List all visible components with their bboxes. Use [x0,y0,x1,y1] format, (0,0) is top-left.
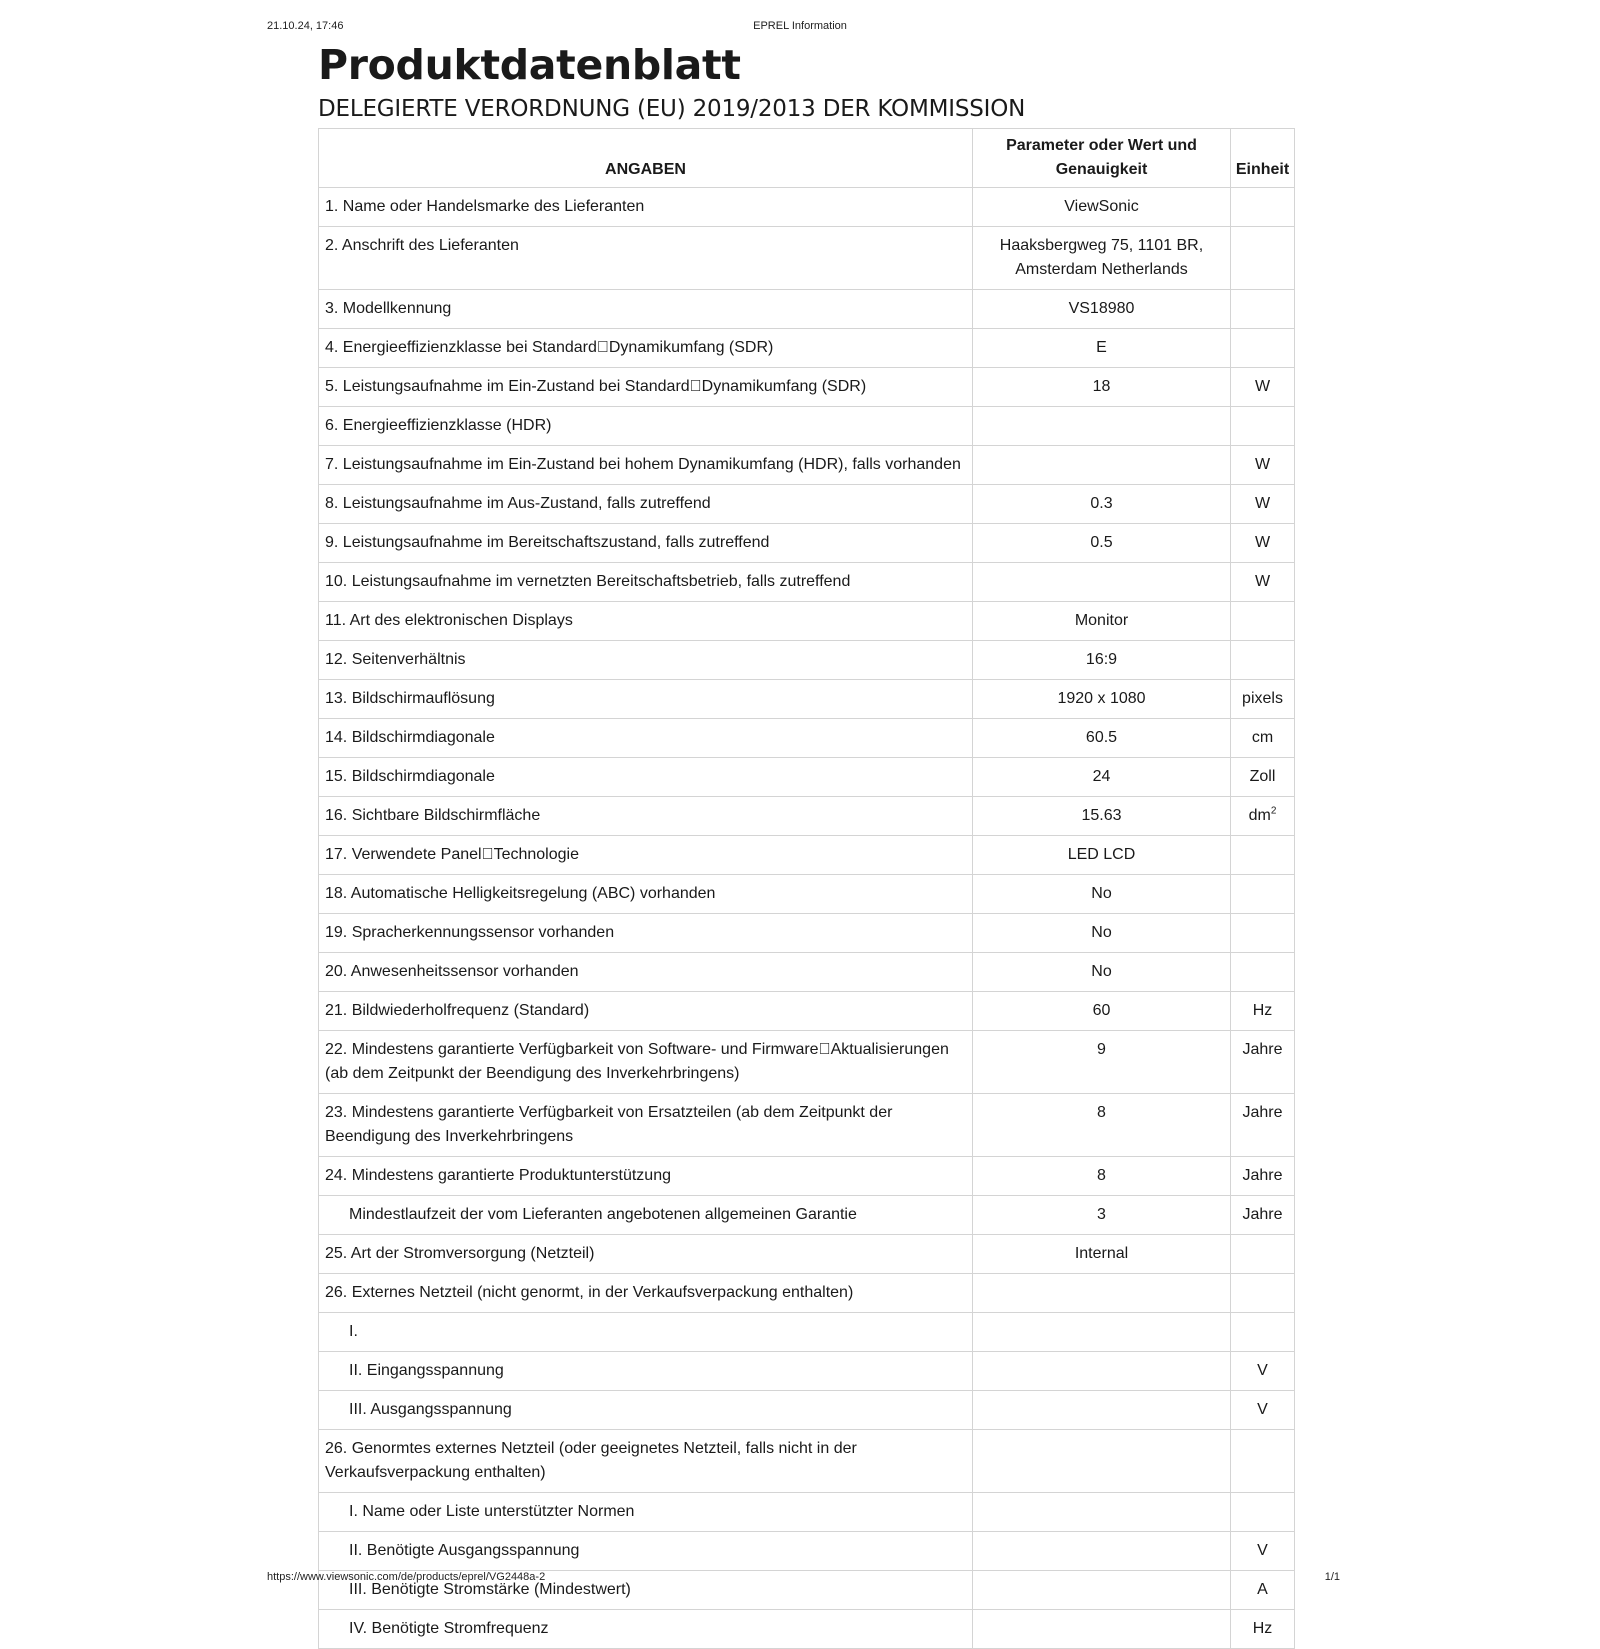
row-unit [1231,1157,1295,1196]
unit-text: Jahre [1242,1104,1283,1121]
row-label: 1. Name oder Handelsmarke des Lieferanten [319,188,973,227]
row-value: VS18980 [973,290,1231,329]
table-row [319,446,1295,485]
row-label: 14. Bildschirmdiagonale [319,719,973,758]
page-title: Produktdatenblatt [318,41,741,89]
table-row [319,368,1295,407]
row-label: Mindestlaufzeit der vom Lieferanten angebotenen allgemeinen Garantie [319,1196,973,1235]
row-value: Monitor [973,602,1231,641]
row-label: I. Name oder Liste unterstützter Normen [319,1493,973,1532]
row-label: 20. Anwesenheitssensor vorhanden [319,953,973,992]
table-row [319,992,1295,1031]
row-label: IV. Benötigte Stromfrequenz [319,1610,973,1649]
table-row [319,1196,1295,1235]
table-row [319,1493,1295,1532]
row-value: 0.3 [973,485,1231,524]
table-row [319,227,1295,290]
row-label: 11. Art des elektronischen Displays [319,602,973,641]
unit-text: W [1254,573,1271,590]
table-row [319,1391,1295,1430]
row-label: 17. Verwendete Panel Technologie [319,836,973,875]
table-row [319,290,1295,329]
row-value: 60.5 [973,719,1231,758]
header-parameter: Parameter oder Wert und Genauigkeit [973,129,1231,188]
row-unit [1231,1196,1295,1235]
table-row [319,1031,1295,1094]
row-unit [1231,1313,1295,1352]
unit-text: Jahre [1242,1167,1283,1184]
table-row [319,680,1295,719]
row-unit [1231,524,1295,563]
row-label: III. Ausgangsspannung [319,1391,973,1430]
row-value: 0.5 [973,524,1231,563]
row-unit [1231,1352,1295,1391]
print-url: https://www.viewsonic.com/de/products/eprel/VG2448a-2 [267,1571,546,1583]
row-unit [1231,1094,1295,1157]
row-label: 8. Leistungsaufnahme im Aus-Zustand, falls zutreffend [319,485,973,524]
row-value: No [973,875,1231,914]
row-unit [1231,485,1295,524]
row-unit [1231,407,1295,446]
row-label: 23. Mindestens garantierte Verfügbarkeit von Ersatzteilen (ab dem Zeitpunkt der Beendigung des Inverkehrbringens [319,1094,973,1157]
unit-text: cm [1251,729,1274,746]
row-unit [1231,368,1295,407]
row-value: E [973,329,1231,368]
row-value [973,407,1231,446]
row-unit [1231,758,1295,797]
row-label: 3. Modellkennung [319,290,973,329]
row-unit [1231,719,1295,758]
page-subtitle: DELEGIERTE VERORDNUNG (EU) 2019/2013 DER KOMMISSION [318,96,1026,122]
row-value: 8 [973,1094,1231,1157]
row-label: 12. Seitenverhältnis [319,641,973,680]
row-unit [1231,1391,1295,1430]
row-value [973,1532,1231,1571]
table-row [319,1157,1295,1196]
row-unit [1231,446,1295,485]
row-value: Haaksbergweg 75, 1101 BR, Amsterdam Netherlands [973,227,1231,290]
row-label: 2. Anschrift des Lieferanten [319,227,973,290]
row-value: 60 [973,992,1231,1031]
row-label: 10. Leistungsaufnahme im vernetzten Bereitschaftsbetrieb, falls zutreffend [319,563,973,602]
row-value: 18 [973,368,1231,407]
row-unit [1231,992,1295,1031]
unit-text: V [1257,1401,1268,1418]
row-value: LED LCD [973,836,1231,875]
unit-text: V [1257,1542,1268,1559]
unit-text: Jahre [1242,1041,1283,1058]
row-label: 19. Spracherkennungssensor vorhanden [319,914,973,953]
header-angaben: ANGABEN [319,129,973,188]
unit-text: Zoll [1249,768,1276,785]
row-unit [1231,1274,1295,1313]
print-page-number: 1/1 [1324,1571,1340,1583]
table-row [319,758,1295,797]
unit-superscript: 2 [1270,805,1277,817]
row-label: 26. Externes Netzteil (nicht genormt, in der Verkaufsverpackung enthalten) [319,1274,973,1313]
row-label: 4. Energieeffizienzklasse bei Standard Dynamikumfang (SDR) [319,329,973,368]
row-label: 5. Leistungsaufnahme im Ein-Zustand bei Standard Dynamikumfang (SDR) [319,368,973,407]
print-footer [267,1571,1340,1587]
table-row [319,914,1295,953]
row-unit [1231,1493,1295,1532]
row-label: 15. Bildschirmdiagonale [319,758,973,797]
table-row [319,797,1295,836]
table-row [319,485,1295,524]
table-header-row [319,129,1295,188]
row-value [973,1274,1231,1313]
row-label: 18. Automatische Helligkeitsregelung (ABC) vorhanden [319,875,973,914]
row-value: Internal [973,1235,1231,1274]
row-value: No [973,953,1231,992]
row-unit [1231,1235,1295,1274]
table-row [319,1430,1295,1493]
unit-text: W [1254,456,1271,473]
table-row [319,1094,1295,1157]
row-unit [1231,875,1295,914]
row-label: 24. Mindestens garantierte Produktunterstützung [319,1157,973,1196]
row-unit [1231,680,1295,719]
table-row [319,953,1295,992]
row-value: 16:9 [973,641,1231,680]
row-unit [1231,1610,1295,1649]
row-value: No [973,914,1231,953]
row-label: III. Benötigte Stromstärke (Mindestwert) [319,1571,973,1610]
row-unit [1231,1031,1295,1094]
unit-text: W [1254,534,1271,551]
unit-text: W [1254,495,1271,512]
table-row [319,407,1295,446]
table-row [319,1610,1295,1649]
row-value [973,1313,1231,1352]
datasheet [318,40,1294,1649]
row-value [973,1610,1231,1649]
row-unit [1231,914,1295,953]
row-label: II. Benötigte Ausgangsspannung [319,1532,973,1571]
row-value [973,1391,1231,1430]
table-body [319,188,1295,1649]
row-value: 1920 x 1080 [973,680,1231,719]
row-value [973,1430,1231,1493]
row-label: 13. Bildschirmauflösung [319,680,973,719]
row-value [973,1352,1231,1391]
table-row [319,875,1295,914]
row-label: I. [319,1313,973,1352]
row-label: 26. Genormtes externes Netzteil (oder geeignetes Netzteil, falls nicht in der Verkaufsverpackung enthalten) [319,1430,973,1493]
unit-text: Jahre [1242,1206,1283,1223]
table-row [319,329,1295,368]
row-label: 21. Bildwiederholfrequenz (Standard) [319,992,973,1031]
row-unit [1231,1430,1295,1493]
table-row [319,719,1295,758]
table-row [319,524,1295,563]
table-row [319,188,1295,227]
unit-text: Hz [1252,1002,1273,1019]
table-row [319,1235,1295,1274]
table-row [319,1532,1295,1571]
table-row [319,641,1295,680]
row-value: ViewSonic [973,188,1231,227]
unit-text: pixels [1242,690,1283,707]
table-row [319,602,1295,641]
unit-text: dm [1248,807,1271,824]
row-unit [1231,290,1295,329]
row-value [973,446,1231,485]
row-unit [1231,602,1295,641]
row-label: II. Eingangsspannung [319,1352,973,1391]
unit-text: W [1254,378,1271,395]
print-datetime: 21.10.24, 17:46 [267,20,344,32]
row-label: 7. Leistungsaufnahme im Ein-Zustand bei hohem Dynamikumfang (HDR), falls vorhanden [319,446,973,485]
unit-text: V [1257,1362,1268,1379]
row-unit [1231,641,1295,680]
unit-text: A [1257,1581,1268,1598]
row-value: 9 [973,1031,1231,1094]
row-value: 24 [973,758,1231,797]
table-row [319,1274,1295,1313]
row-label: 9. Leistungsaufnahme im Bereitschaftszustand, falls zutreffend [319,524,973,563]
row-label: 16. Sichtbare Bildschirmfläche [319,797,973,836]
row-unit [1231,1532,1295,1571]
row-value: 8 [973,1157,1231,1196]
header-einheit: Einheit [1231,129,1295,188]
table-row [319,836,1295,875]
row-unit [1231,836,1295,875]
row-label: 22. Mindestens garantierte Verfügbarkeit von Software- und Firmware Aktualisierungen (ab dem Zeitpunkt der Beendigung des Inverkehrbringens) [319,1031,973,1094]
row-unit [1231,329,1295,368]
table-row [319,1352,1295,1391]
row-unit [1231,953,1295,992]
row-unit [1231,563,1295,602]
print-title: EPREL Information [753,20,847,32]
print-header [267,20,1333,36]
row-value: 15.63 [973,797,1231,836]
row-value [973,563,1231,602]
row-label: 25. Art der Stromversorgung (Netzteil) [319,1235,973,1274]
row-unit [1231,227,1295,290]
row-unit [1231,797,1295,836]
datasheet-table [318,128,1295,1649]
unit-text: Hz [1252,1620,1273,1637]
table-row [319,1313,1295,1352]
row-value [973,1493,1231,1532]
row-label: 6. Energieeffizienzklasse (HDR) [319,407,973,446]
row-unit [1231,188,1295,227]
table-row [319,563,1295,602]
row-value: 3 [973,1196,1231,1235]
